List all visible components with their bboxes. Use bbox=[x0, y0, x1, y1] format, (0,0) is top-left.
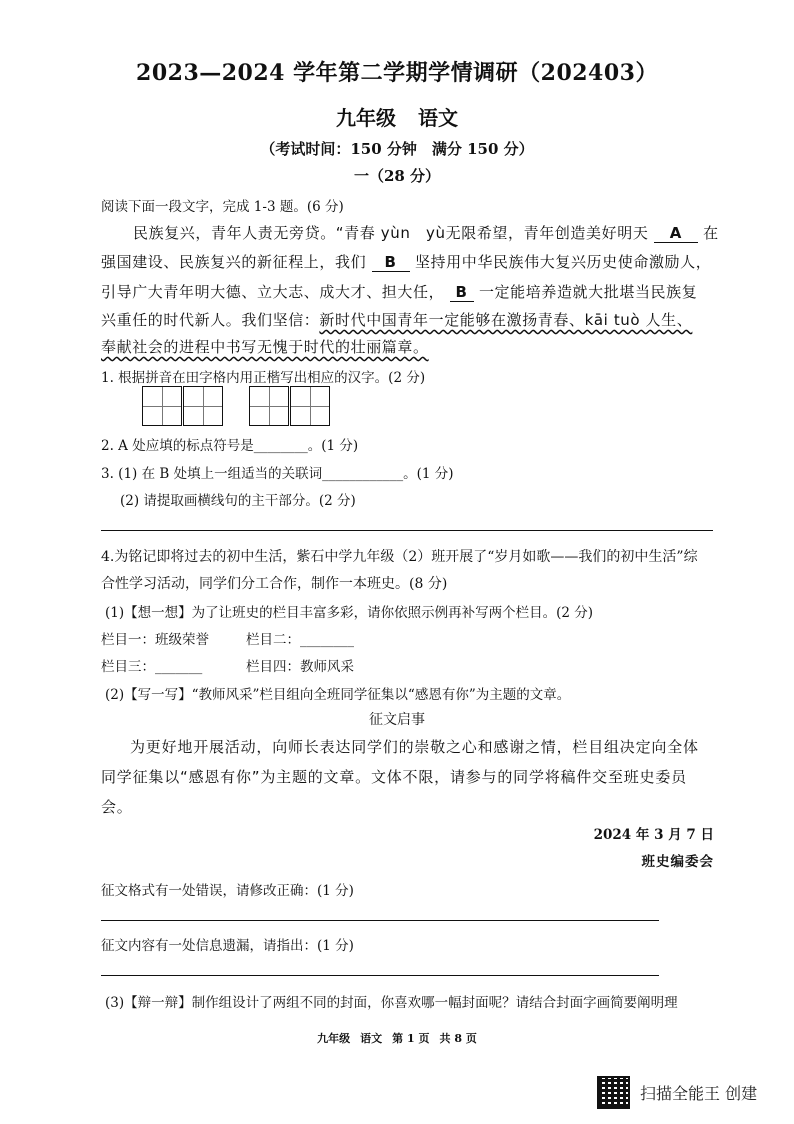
exam-info: （考试时间：150 分钟 满分 150 分） bbox=[260, 140, 534, 158]
question-4-sub-3: (3)【辩一辩】制作组设计了两组不同的封面，你喜欢哪一幅封面呢？请结合封面字画简要阐明理 bbox=[105, 995, 678, 1011]
answer-line-content[interactable] bbox=[101, 975, 659, 976]
answer-line-3-2[interactable] bbox=[101, 530, 713, 531]
notice-paragraph-line-3: 会。 bbox=[101, 798, 133, 816]
blank-b2: B bbox=[450, 283, 474, 302]
column-4: 栏目四：教师风采 bbox=[246, 659, 354, 675]
question-2: 2. A 处应填的标点符号是________。(1 分) bbox=[101, 438, 359, 454]
scanner-watermark: 扫描全能王 创建 bbox=[640, 1084, 758, 1103]
passage-line-1: 民族复兴，青年人责无旁贷。“青春 yùn yù无限希望，青年创造美好明天 A 在 bbox=[133, 224, 719, 242]
notice-signature: 班史编委会 bbox=[641, 854, 714, 870]
column-3: 栏目三：_______ bbox=[101, 659, 203, 675]
section-heading: 一（28 分） bbox=[353, 167, 441, 185]
underlined-sentence-part-2: 奉献社会的进程中书写无愧于时代的壮丽篇章。 bbox=[101, 338, 429, 356]
qr-code-icon bbox=[597, 1076, 630, 1109]
question-content: 征文内容有一处信息遗漏，请指出：(1 分) bbox=[101, 938, 354, 954]
question-3-1: 3. (1) 在 B 处填上一组适当的关联词____________。(1 分) bbox=[101, 466, 454, 482]
grade-label: 九年级 bbox=[336, 106, 396, 130]
passage-line-5 bbox=[101, 336, 429, 357]
subject-label: 语文 bbox=[418, 106, 458, 130]
underlined-sentence-part-1: 新时代中国青年一定能够在激扬青春、kāi tuò 人生、 bbox=[319, 311, 693, 329]
writing-grid-4[interactable] bbox=[290, 386, 330, 426]
question-3-2: (2) 请提取画横线句的主干部分。(2 分) bbox=[120, 493, 356, 509]
notice-paragraph-line-2: 同学征集以“感恩有你”为主题的文章。文体不限，请参与的同学将稿件交至班史委员 bbox=[101, 768, 687, 786]
question-format: 征文格式有一处错误，请修改正确：(1 分) bbox=[101, 883, 354, 899]
notice-paragraph-line-1: 为更好地开展活动，向师长表达同学们的崇敬之心和感谢之情，栏目组决定向全体 bbox=[130, 738, 699, 756]
writing-grid-3[interactable] bbox=[249, 386, 289, 426]
column-1: 栏目一：班级荣誉 bbox=[101, 632, 209, 648]
passage-line-4: 兴重任的时代新人。我们坚信：新时代中国青年一定能够在激扬青春、kāi tuò 人生、 bbox=[101, 311, 693, 329]
grade-subject bbox=[0, 102, 794, 131]
exam-title: 2023—2024 学年第二学期学情调研（202403） bbox=[136, 60, 658, 86]
passage-line-3: 引导广大青年明大德、立大志、成大才、担大任， B 一定能培养造就大批堪当民族复 bbox=[101, 283, 698, 301]
answer-line-format[interactable] bbox=[101, 920, 659, 921]
question-4-sub-1: (1)【想一想】为了让班史的栏目丰富多彩，请你依照示例再补写两个栏目。(2 分) bbox=[105, 605, 594, 621]
page-footer: 九年级 语文 第 1 页 共 8 页 bbox=[317, 1032, 477, 1045]
notice-title: 征文启事 bbox=[369, 712, 425, 728]
column-2: 栏目二：________ bbox=[246, 632, 354, 648]
writing-grid-1[interactable] bbox=[142, 386, 182, 426]
blank-a: A bbox=[654, 224, 698, 243]
question-4-line-1: 4.为铭记即将过去的初中生活，紫石中学九年级（2）班开展了“岁月如歌——我们的初中生活”综 bbox=[101, 549, 698, 565]
reading-instruction: 阅读下面一段文字，完成 1-3 题。(6 分) bbox=[101, 199, 344, 215]
question-4-sub-2: (2)【写一写】“教师风采”栏目组向全班同学征集以“感恩有你”为主题的文章。 bbox=[105, 687, 571, 703]
question-4-line-2: 合性学习活动，同学们分工合作，制作一本班史。(8 分) bbox=[101, 576, 448, 592]
writing-grid-2[interactable] bbox=[183, 386, 223, 426]
question-1: 1. 根据拼音在田字格内用正楷写出相应的汉字。(2 分) bbox=[101, 370, 426, 386]
passage-line-2: 强国建设、民族复兴的新征程上，我们 B 坚持用中华民族伟大复兴历史使命激励人， bbox=[101, 253, 712, 271]
notice-date: 2024 年 3 月 7 日 bbox=[593, 827, 714, 843]
blank-b1: B bbox=[372, 253, 410, 272]
